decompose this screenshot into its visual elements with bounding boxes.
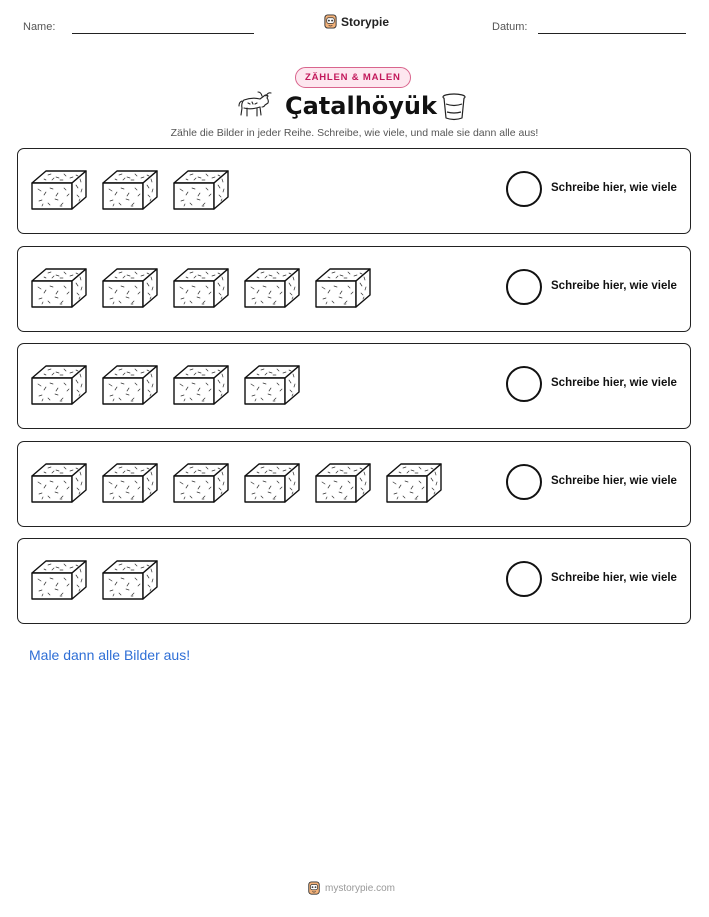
mud-brick-icon	[172, 362, 230, 408]
count-row-1	[17, 148, 691, 234]
name-label: Name:	[23, 21, 56, 33]
mud-brick-icon	[385, 460, 443, 506]
answer-circle[interactable]	[506, 561, 542, 597]
brick-group	[30, 167, 230, 213]
footer	[307, 881, 395, 895]
brick-group	[30, 557, 159, 603]
write-prompt: Schreibe hier, wie viele	[551, 280, 677, 292]
brick-group	[30, 265, 372, 311]
date-line[interactable]	[538, 33, 686, 34]
brick-group	[30, 362, 301, 408]
page-title: Çatalhöyük	[285, 92, 437, 120]
bull-icon	[238, 90, 272, 125]
mud-brick-icon	[101, 460, 159, 506]
mud-brick-icon	[314, 265, 372, 311]
mud-brick-icon	[30, 460, 88, 506]
answer-circle[interactable]	[506, 464, 542, 500]
brand-logo	[323, 14, 389, 29]
date-label: Datum:	[492, 21, 528, 33]
write-prompt: Schreibe hier, wie viele	[551, 475, 677, 487]
mud-brick-icon	[101, 557, 159, 603]
mud-brick-icon	[172, 265, 230, 311]
count-row-4	[17, 441, 691, 527]
mud-brick-icon	[30, 265, 88, 311]
brick-group	[30, 460, 443, 506]
brand-name: Storypie	[341, 14, 390, 29]
write-prompt: Schreibe hier, wie viele	[551, 572, 677, 584]
mud-brick-icon	[172, 167, 230, 213]
write-prompt: Schreibe hier, wie viele	[551, 182, 677, 194]
mud-brick-icon	[30, 362, 88, 408]
count-row-5	[17, 538, 691, 624]
mud-brick-icon	[243, 265, 301, 311]
answer-circle[interactable]	[506, 269, 542, 305]
mud-brick-icon	[30, 167, 88, 213]
storypie-mascot-icon	[323, 14, 338, 29]
count-row-2	[17, 246, 691, 332]
mud-brick-icon	[243, 362, 301, 408]
coloring-note: Male dann alle Bilder aus!	[29, 647, 191, 663]
category-tag: ZÄHLEN & MALEN	[295, 67, 411, 88]
count-row-3	[17, 343, 691, 429]
mud-brick-icon	[101, 265, 159, 311]
mud-brick-icon	[30, 557, 88, 603]
answer-circle[interactable]	[506, 366, 542, 402]
mud-brick-icon	[101, 362, 159, 408]
mud-brick-icon	[101, 167, 159, 213]
name-line[interactable]	[72, 33, 254, 34]
write-prompt: Schreibe hier, wie viele	[551, 377, 677, 389]
footer-url[interactable]: mystorypie.com	[325, 882, 396, 894]
answer-circle[interactable]	[506, 171, 542, 207]
instructions: Zähle die Bilder in jeder Reihe. Schreibe, wie viele, und male sie dann alle aus!	[170, 127, 539, 139]
mud-brick-icon	[243, 460, 301, 506]
storypie-mascot-icon	[307, 881, 321, 895]
mud-brick-icon	[172, 460, 230, 506]
mud-brick-icon	[314, 460, 372, 506]
clay-pot-icon	[440, 92, 468, 127]
